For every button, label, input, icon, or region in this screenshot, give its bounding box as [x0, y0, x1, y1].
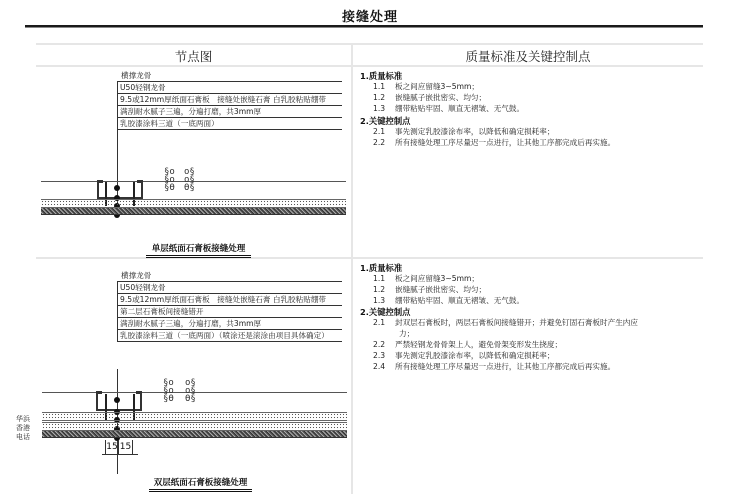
callout-putty: 满刮耐水腻子三遍，分遍打磨，共3mm厚	[118, 317, 342, 329]
header-drawing: 节点图	[174, 49, 213, 64]
spec-item: 1.2 嵌缝腻子嵌批密实、均匀；	[373, 92, 487, 102]
spec-item: 1.1 板之间应留缝3~5mm；	[373, 82, 479, 91]
drawing-caption: 双层纸面石膏板接缝处理	[149, 476, 252, 492]
callout-latex-paint: 乳胶漆涂料三道（一底两面）（喷涂还是滚涂由项目具体确定）	[118, 329, 342, 341]
callout-gypsum-board: 9.5或12mm厚纸面石膏板 接缝处嵌缝石膏 白乳胶粘贴绷带	[118, 293, 342, 305]
dimension-label: 15	[119, 442, 132, 452]
callout-list	[117, 271, 342, 342]
callout-cross-keel: 横撑龙骨	[121, 271, 152, 280]
dimension-label: 15	[106, 442, 118, 452]
double-layer-drawing	[36, 259, 351, 494]
spec-item: 2.2 严禁轻钢龙骨骨架上人，避免骨架变形发生挠度；	[373, 339, 563, 349]
spec-item: 1.1 板之间应留缝3~5mm；	[373, 274, 479, 283]
spec-item-continuation: 力；	[399, 329, 415, 339]
finish-layer	[42, 431, 347, 438]
hanger-icon: o§ o§ ϴ§	[185, 378, 196, 404]
callout-putty: 满刮耐水腻子三遍，分遍打磨，共3mm厚	[118, 105, 342, 117]
double-layer-standards	[360, 263, 700, 372]
spec-item: 2.1 事先测定乳胶漆涂布率，以降低和确定损耗率；	[373, 127, 555, 137]
gypsum-board-layer-1	[42, 412, 347, 421]
hanger-icon: §o §o §ϴ	[163, 378, 174, 404]
callout-list	[117, 71, 342, 130]
single-layer-drawing	[36, 67, 351, 257]
finish-layer	[41, 208, 346, 215]
callout-latex-paint: 乳胶漆涂料三道（一底两面）	[118, 117, 342, 129]
table-top-border	[36, 43, 703, 45]
spec-item: 1.3 绷带粘贴牢固、顺直无褶皱、无气鼓。	[373, 295, 525, 305]
hanger-icon: §o §o §ϴ	[164, 167, 175, 193]
callout-gypsum-board: 9.5或12mm厚纸面石膏板 接缝处嵌缝石膏 白乳胶粘贴绷带	[118, 93, 342, 105]
dimension-line	[102, 454, 138, 455]
spec-item: 2.3 事先测定乳胶漆涂布率，以降低和确定损耗率；	[373, 350, 555, 360]
spec-item: 2.4 所有接缝处理工序尽量迟一点进行，让其他工序都完成后再实施。	[373, 361, 616, 371]
gypsum-board-layer-2	[42, 422, 347, 431]
hanger-icon: o§ o§ ϴ§	[184, 167, 195, 193]
quality-heading: 1.质量标准	[360, 71, 403, 81]
spec-item: 2.2 所有接缝处理工序尽量迟一点进行，让其他工序都完成后再实施。	[373, 138, 616, 148]
header-standards: 质量标准及关键控制点	[465, 49, 591, 64]
spec-item: 1.3 绷带粘贴牢固、顺直无褶皱、无气鼓。	[373, 103, 525, 113]
callout-u50-keel: U50轻钢龙骨	[118, 81, 342, 93]
control-heading: 2.关键控制点	[360, 116, 411, 127]
quality-heading: 1.质量标准	[360, 263, 403, 273]
title-divider	[25, 25, 703, 28]
joint-treatment-table	[16, 43, 703, 494]
page-title: 接缝处理	[341, 10, 398, 25]
gypsum-board-layer	[41, 199, 346, 208]
u-channel	[97, 181, 143, 199]
control-heading: 2.关键控制点	[360, 307, 411, 318]
callout-cross-keel: 横撑龙骨	[121, 71, 152, 80]
spec-item: 2.1 封双层石膏板时，两层石膏板间接缝错开；并避免钉固石膏板时产生内应	[373, 318, 638, 328]
column-divider	[351, 43, 353, 494]
spec-item: 1.2 嵌缝腻子嵌批密实、均匀；	[373, 284, 487, 294]
drawing-caption: 单层纸面石膏板接缝处理	[146, 242, 251, 258]
callout-u50-keel: U50轻钢龙骨	[118, 281, 342, 293]
callout-second-layer: 第二层石膏板间接缝错开	[118, 305, 342, 317]
single-layer-standards	[360, 71, 700, 149]
watermark-note: 华浜 香港 电话	[16, 415, 30, 441]
